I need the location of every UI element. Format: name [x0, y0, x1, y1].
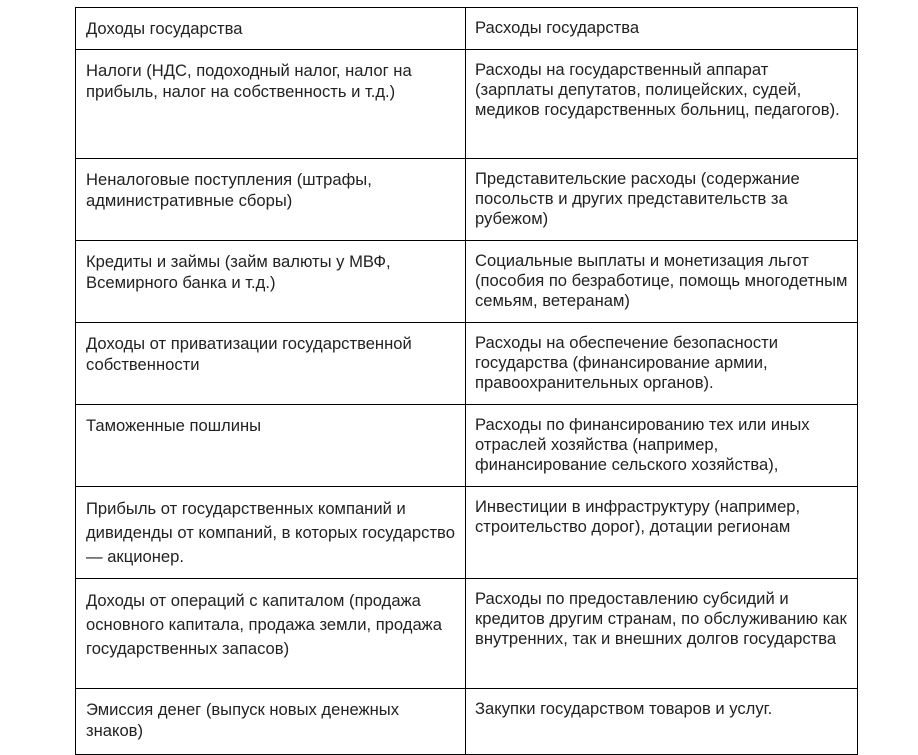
expenses-cell: Расходы на государственный аппарат (зарплаты депутатов, полицейских, судей, медиков государственных больниц, педагогов).	[466, 50, 858, 159]
expenses-cell: Инвестиции в инфраструктуру (например, строительство дорог), дотации регионам	[466, 487, 858, 579]
expenses-cell: Расходы по предоставлению субсидий и кредитов другим странам, по обслуживанию как внутренних, так и внешних долгов государства	[466, 579, 858, 689]
expenses-cell: Представительские расходы (содержание посольств и других представительств за рубежом)	[466, 159, 858, 241]
revenue-cell: Прибыль от государственных компаний и дивиденды от компаний, в которых государство — акционер.	[76, 487, 466, 579]
table-row	[76, 323, 858, 405]
revenue-cell: Доходы от приватизации государственной собственности	[76, 323, 466, 405]
expenses-cell: Расходы на обеспечение безопасности государства (финансирование армии, правоохранительных органов).	[466, 323, 858, 405]
expenses-cell: Расходы по финансированию тех или иных отраслей хозяйства (например, финансирование сельского хозяйства),	[466, 405, 858, 487]
table-row	[76, 241, 858, 323]
table-row	[76, 579, 858, 689]
table-row	[76, 689, 858, 755]
revenue-cell: Налоги (НДС, подоходный налог, налог на прибыль, налог на собственность и т.д.)	[76, 50, 466, 159]
expenses-cell: Закупки государством товаров и услуг.	[466, 689, 858, 755]
expenses-cell: Социальные выплаты и монетизация льгот (пособия по безработице, помощь многодетным семьям, ветеранам)	[466, 241, 858, 323]
table-row	[76, 159, 858, 241]
header-cell-expenses: Расходы государства	[466, 8, 858, 50]
revenue-cell: Неналоговые поступления (штрафы, административные сборы)	[76, 159, 466, 241]
table-row	[76, 50, 858, 159]
revenue-expenses-table	[75, 7, 858, 755]
revenue-cell: Таможенные пошлины	[76, 405, 466, 487]
table-header-row	[76, 8, 858, 50]
revenue-cell: Кредиты и займы (займ валюты у МВФ, Всемирного банка и т.д.)	[76, 241, 466, 323]
table-row	[76, 405, 858, 487]
revenue-cell: Эмиссия денег (выпуск новых денежных знаков)	[76, 689, 466, 755]
revenue-cell: Доходы от операций с капиталом (продажа основного капитала, продажа земли, продажа государственных запасов)	[76, 579, 466, 689]
header-cell-revenue: Доходы государства	[76, 8, 466, 50]
table-row	[76, 487, 858, 579]
